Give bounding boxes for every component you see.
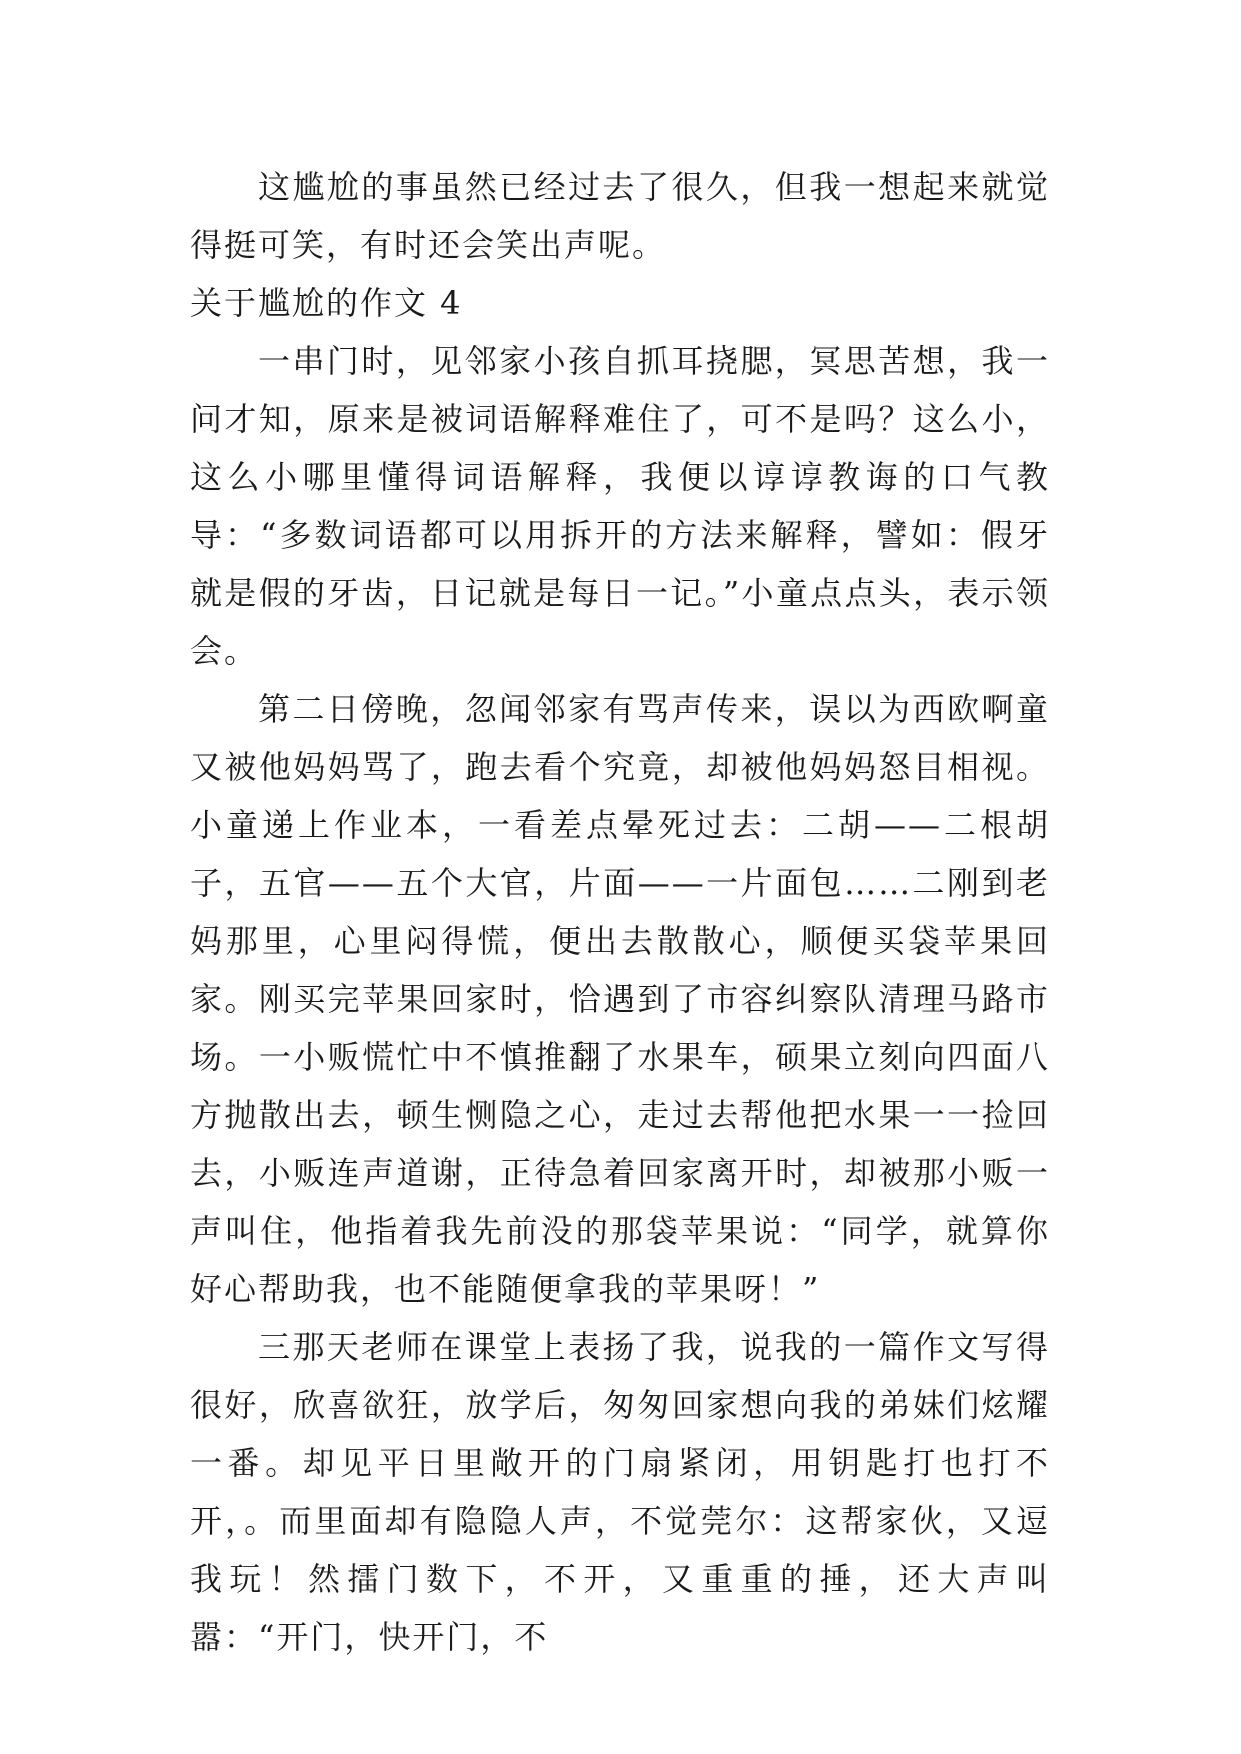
paragraph-3: 第二日傍晚，忽闻邻家有骂声传来，误以为西欧啊童又被他妈妈骂了，跑去看个究竟，却被他妈妈怒目相视。小童递上作业本，一看差点晕死过去：二胡——二根胡子，五官——五个大官，片面——一片面包……二刚到老妈那里，心里闷得慌，便出去散散心，顺便买袋苹果回家。刚买完苹果回家时，恰遇到了市容纠察队清理马路市场。一小贩慌忙中不慎推翻了水果车，硕果立刻向四面八方抛散出去，顿生恻隐之心，走过去帮他把水果一一捡回去，小贩连声道谢，正待急着回家离开时，却被那小贩一声叫住，他指着我先前没的那袋苹果说：“同学，就算你好心帮助我，也不能随便拿我的苹果呀！” [190,690,1050,1308]
paragraph-4: 三那天老师在课堂上表扬了我，说我的一篇作文写得很好，欣喜欲狂，放学后，匆匆回家想向我的弟妹们炫耀一番。却见平日里敞开的门扇紧闭，用钥匙打也打不开，。而里面却有隐隐人声，不觉莞尔：这帮家伙，又逗我玩！然擂门数下，不开，又重重的捶，还大声叫嚣：“开门，快开门，不 [190,1328,1050,1656]
document-body [190,158,1050,1666]
paragraph-1: 这尴尬的事虽然已经过去了很久，但我一想起来就觉得挺可笑，有时还会笑出声呢。 [190,168,1050,264]
paragraph-2: 一串门时，见邻家小孩自抓耳挠腮，冥思苦想，我一问才知，原来是被词语解释难住了，可不是吗？这么小，这么小哪里懂得词语解释，我便以谆谆教诲的口气教导：“多数词语都可以用拆开的方法来解释，譬如：假牙就是假的牙齿，日记就是每日一记。”小童点点头，表示领会。 [190,342,1050,670]
section-heading: 关于尴尬的作文 4 [190,284,463,322]
